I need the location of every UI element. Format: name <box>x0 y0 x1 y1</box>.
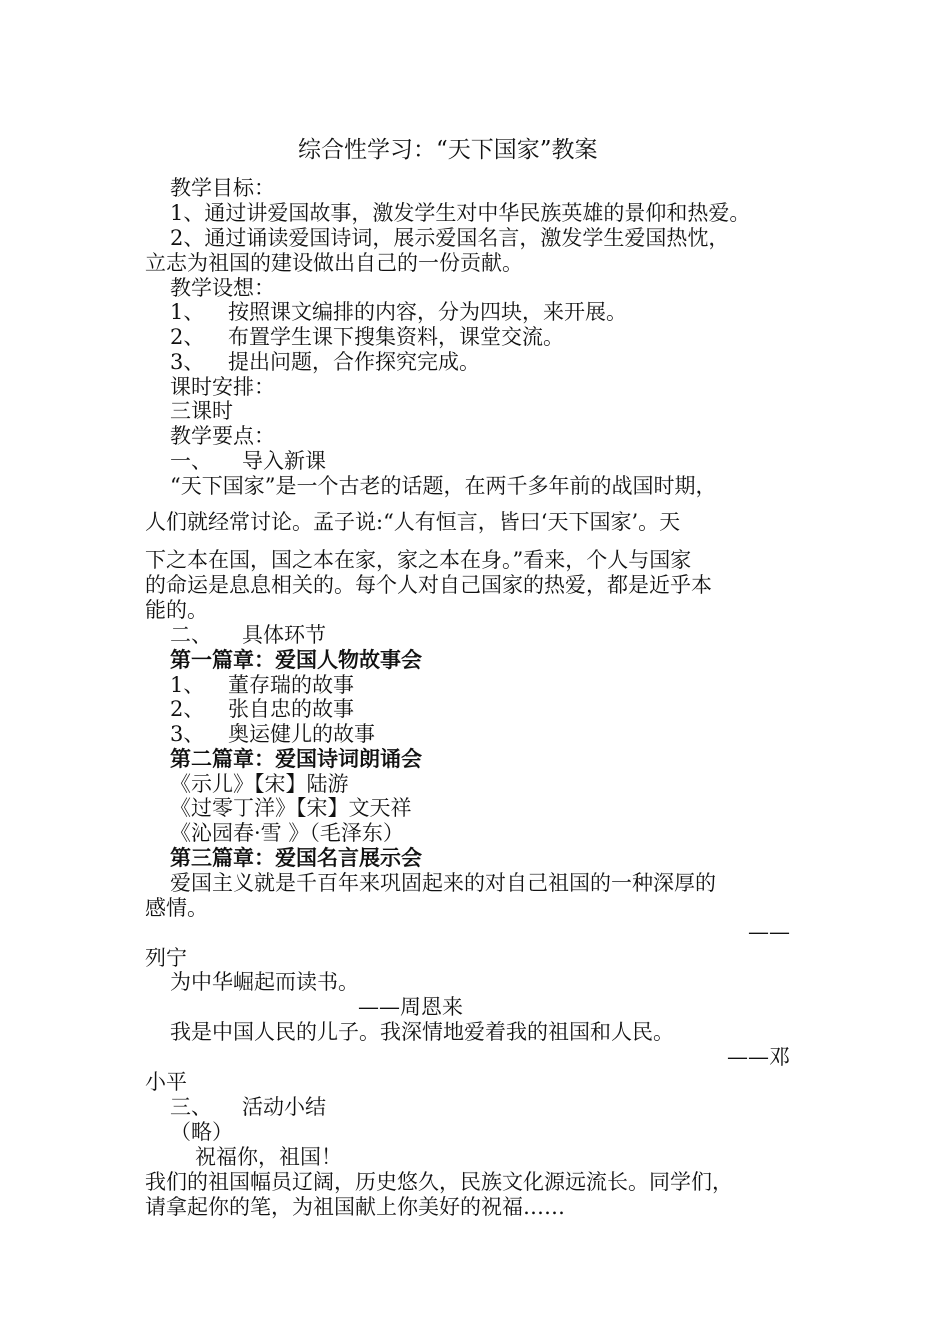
quote-1-line-2: 感情。 <box>145 896 208 920</box>
chapter-1-item-2-number: 2、 <box>170 697 205 721</box>
intro-paragraph-line-3: 下之本在国，国之本在家，家之本在身。”看来，个人与国家 <box>145 548 692 572</box>
blessing-line: 祝福你，祖国！ <box>195 1145 342 1169</box>
chapter-1-item-1-text: 董存瑞的故事 <box>228 673 354 697</box>
quote-1-line-1: 爱国主义就是千百年来巩固起来的对自己祖国的一种深厚的 <box>170 871 716 895</box>
section-2-title: 具体环节 <box>242 623 326 647</box>
section-3-title: 活动小结 <box>242 1095 326 1119</box>
chapter-1-heading: 第一篇章：爱国人物故事会 <box>170 647 422 672</box>
intro-paragraph-line-5: 能的。 <box>145 598 208 622</box>
idea-item-3-number: 3、 <box>170 350 205 374</box>
idea-item-1-number: 1、 <box>170 300 205 324</box>
quote-1-dash: —— <box>748 920 790 944</box>
poem-3: 《沁园春·雪 》（毛泽东） <box>170 821 404 845</box>
points-heading: 教学要点： <box>170 424 275 448</box>
schedule-value: 三课时 <box>170 399 233 423</box>
chapter-1-item-3-text: 奥运健儿的故事 <box>228 722 375 746</box>
objectives-heading: 教学目标： <box>170 176 275 200</box>
intro-paragraph-line-2: 人们就经常讨论。孟子说:“人有恒言，皆曰‘天下国家’。天 <box>145 510 681 534</box>
chapter-1-item-2-text: 张自忠的故事 <box>228 697 354 721</box>
chapter-1-item-1-number: 1、 <box>170 673 205 697</box>
idea-item-3-text: 提出问题，合作探究完成。 <box>228 350 480 374</box>
quote-3: 我是中国人民的儿子。我深情地爱着我的祖国和人民。 <box>170 1020 674 1044</box>
idea-item-2-number: 2、 <box>170 325 205 349</box>
objective-item-2-line-1: 2、通过诵读爱国诗词，展示爱国名言，激发学生爱国热忱， <box>170 226 730 250</box>
quote-3-author-line-1: ——邓 <box>727 1045 790 1069</box>
ideas-heading: 教学设想： <box>170 276 275 300</box>
poem-2: 《过零丁洋》【宋】文天祥 <box>170 796 412 820</box>
section-1-number: 一、 <box>170 449 212 473</box>
intro-paragraph-line-1: “天下国家”是一个古老的话题，在两千多年前的战国时期， <box>170 474 717 498</box>
idea-item-2-text: 布置学生课下搜集资料，课堂交流。 <box>228 325 564 349</box>
objective-item-2-line-2: 立志为祖国的建设做出自己的一份贡献。 <box>145 251 523 275</box>
section-3-number: 三、 <box>170 1095 212 1119</box>
section-1-title: 导入新课 <box>242 449 326 473</box>
section-2-number: 二、 <box>170 623 212 647</box>
quote-2-author: ——周恩来 <box>358 995 463 1019</box>
quote-1-author: 列宁 <box>145 946 187 970</box>
quote-3-author-line-2: 小平 <box>145 1070 187 1094</box>
quote-2: 为中华崛起而读书。 <box>170 970 359 994</box>
schedule-heading: 课时安排： <box>170 375 275 399</box>
closing-line-2: 请拿起你的笔，为祖国献上你美好的祝福…… <box>145 1195 565 1219</box>
objective-item-1: 1、通过讲爱国故事，激发学生对中华民族英雄的景仰和热爱。 <box>170 201 751 225</box>
page-title: 综合性学习：“天下国家”教案 <box>298 137 598 163</box>
closing-line-1: 我们的祖国幅员辽阔，历史悠久，民族文化源远流长。同学们， <box>145 1170 733 1194</box>
intro-paragraph-line-4: 的命运是息息相关的。每个人对自己国家的热爱，都是近乎本 <box>145 573 712 597</box>
chapter-2-heading: 第二篇章：爱国诗词朗诵会 <box>170 746 422 771</box>
summary-omitted: （略） <box>170 1120 233 1144</box>
chapter-1-item-3-number: 3、 <box>170 722 205 746</box>
chapter-3-heading: 第三篇章：爱国名言展示会 <box>170 845 422 870</box>
idea-item-1-text: 按照课文编排的内容，分为四块，来开展。 <box>228 300 627 324</box>
poem-1: 《示儿》【宋】陆游 <box>170 772 349 796</box>
